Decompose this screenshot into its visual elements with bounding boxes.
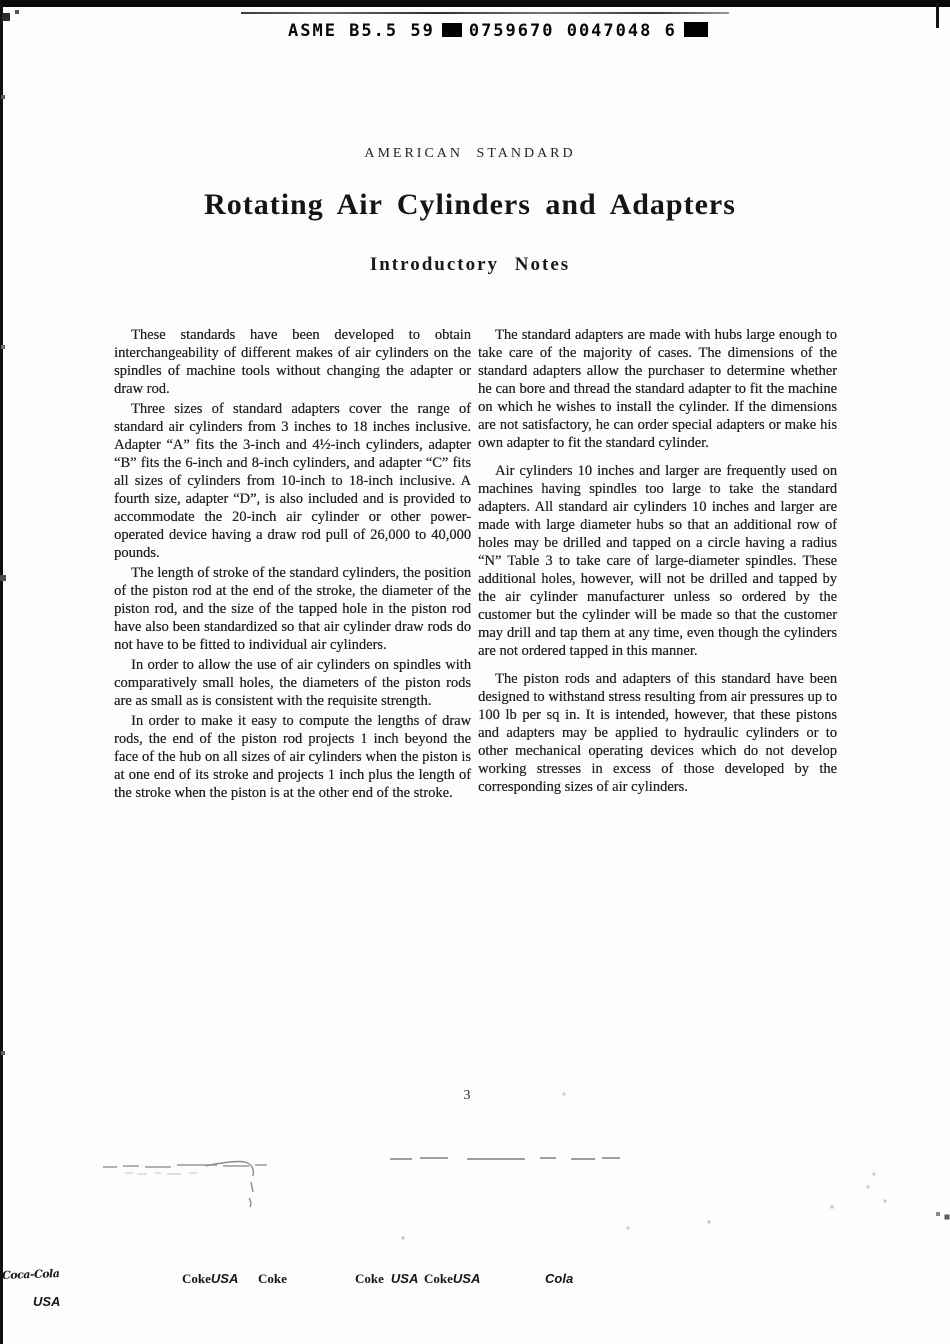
header-rule: [241, 12, 729, 14]
watermark-usa: USA: [33, 1294, 61, 1309]
coca-cola-script-logo: Coca-Cola: [1, 1267, 60, 1282]
paragraph: The piston rods and adapters of this standard have been designed to withstand stress resulting from air pressures up to 100 lb per sq in. It is intended, however, that these pistons and adapters may be applied to hydraulic cylinders or to other mechanical operating devices which do not develop working stresses in excess of those developed by the corresponding sizes of air cylinders.: [478, 671, 837, 795]
watermark-cokeusa: [182, 1271, 238, 1287]
watermark-coke-text: Coke: [182, 1271, 211, 1286]
watermark-coke-usa: [355, 1271, 418, 1287]
watermark-coke-text: Coke: [355, 1271, 384, 1286]
watermark-coke-text: Coke: [424, 1271, 453, 1286]
watermark-usa-text: USA: [452, 1271, 481, 1286]
left-column: [114, 326, 471, 804]
standard-label: AMERICAN STANDARD: [364, 146, 576, 161]
watermark-cola-text: Cola: [545, 1271, 574, 1286]
scan-top-bar: [0, 0, 950, 7]
watermark-usa-text: USA: [210, 1271, 239, 1286]
paragraph: In order to allow the use of air cylinders on spindles with comparatively small holes, the diameters of the piston rods are as small as is consistent with the requisite strength.: [114, 657, 471, 709]
filled-square-icon: [442, 23, 462, 37]
paragraph: In order to make it easy to compute the lengths of draw rods, the end of the piston rod projects 1 inch beyond the face of the hub on all sizes of air cylinders when the piston is at one end of its stroke and projects 1 inch plus the length of the stroke when the piston is at the other end of the stroke.: [114, 713, 471, 801]
watermark-cokeusa: [424, 1271, 480, 1287]
paragraph: Three sizes of standard adapters cover the range of standard air cylinders from 3 inches to 18 inches inclusive. Adapter “A” fits the 3-inch and 4½-inch cylinders, adapter “B” fits the 6-inch and 8-inch cylinders, and adapter “C” fits all sizes of cylinders from 10-inch to 18-inch inclusive. A fourth size, adapter “D”, is also included and is provided to accommodate the 20-inch air cylinder or other power-operated device having a draw rod pull of 26,000 to 40,000 pounds.: [114, 401, 471, 561]
watermark-usa-text: USA: [390, 1271, 419, 1286]
watermark-coke: [258, 1271, 287, 1287]
standard-designation-line: [288, 21, 748, 41]
scan-noise: [0, 0, 2, 2]
watermark-coke-text: Coke: [258, 1271, 287, 1286]
paragraph: The length of stroke of the standard cylinders, the position of the piston rod at the end of the stroke, the diameter of the piston rod, and the size of the tapped hole in the piston rod have also been standardized so that air cylinder draw rods do not have to be fitted to individual air cylinders.: [114, 565, 471, 653]
standard-number: 0759670 0047048 6: [468, 21, 677, 41]
watermark-cola: [545, 1271, 573, 1287]
page-title: Rotating Air Cylinders and Adapters: [204, 188, 736, 221]
filled-square-icon: [684, 22, 708, 37]
right-column: [478, 326, 837, 806]
paragraph: The standard adapters are made with hubs large enough to take care of the majority of cases. The dimensions of the standard adapters allow the purchaser to determine whether he can bore and thread the standard adapter to fit the machine on which he wishes to install the cylinder. If the dimensions are not satisfactory, he can order special adapters or make his own adapter to fit the standard cylinder.: [478, 327, 837, 451]
scan-right-tick: [936, 3, 939, 28]
paragraph: Air cylinders 10 inches and larger are frequently used on machines having spindles too large to take the standard adapters. All standard air cylinders 10 inches and larger are made with large diameter hubs so that an additional row of holes may be drilled and tapped on a circle having a radius “N” Table 3 to take care of large-diameter spindles. These additional holes, however, will not be drilled and tapped by the air cylinder manufacturer unless so ordered by the customer but the cylinder will be made so that the customer may drill and tap them at any time, even though the cylinders are not ordered tapped in this manner.: [478, 463, 837, 659]
section-title: Introductory Notes: [369, 254, 571, 275]
standard-code: ASME B5.5 59: [288, 21, 435, 41]
pencil-marks: [85, 1148, 645, 1238]
paragraph: These standards have been developed to obtain interchangeability of different makes of air cylinders on the spindles of machine tools without changing the adapter or draw rod.: [114, 327, 471, 397]
page-number: 3: [463, 1088, 471, 1103]
